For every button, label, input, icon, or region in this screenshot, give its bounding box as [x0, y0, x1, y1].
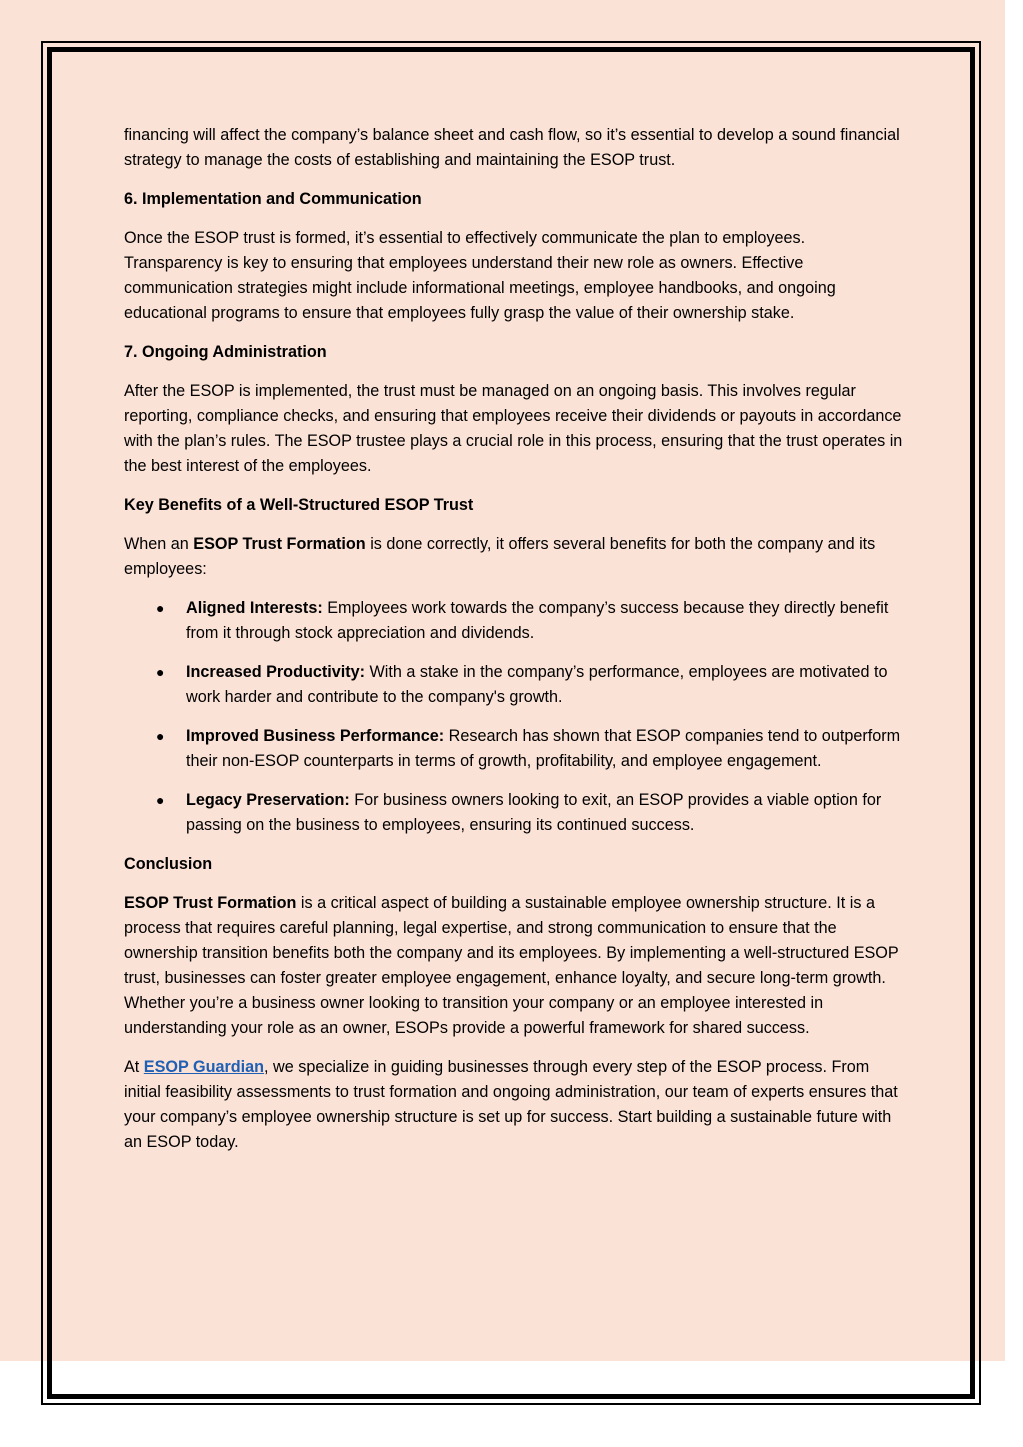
- intro-paragraph: financing will affect the company’s balance sheet and cash flow, so it’s essential to develop a sound financial strategy to manage the costs of establishing and maintaining the ESOP trust.: [124, 126, 900, 169]
- benefits-intro-paragraph: [124, 532, 904, 582]
- benefits-intro-post: is done correctly, it offers several benefits for both the company and its employees:: [124, 535, 876, 578]
- benefit-text: Research has shown that ESOP companies tend to outperform their non-ESOP counterparts in terms of growth, profitability, and employee engagement.: [186, 727, 901, 770]
- benefit-text: With a stake in the company’s performance, employees are motivated to work harder and contribute to the company's growth.: [186, 663, 888, 706]
- benefits-intro-bold: ESOP Trust Formation: [193, 535, 366, 553]
- benefit-item-increased-productivity: [156, 660, 904, 710]
- bullet-icon: ●: [156, 600, 165, 616]
- conclusion-p2-pre: At: [124, 1058, 144, 1076]
- bullet-icon: ●: [156, 728, 165, 744]
- benefits-heading: Key Benefits of a Well-Structured ESOP Trust: [124, 496, 474, 514]
- conclusion-heading: Conclusion: [124, 855, 213, 873]
- section-6-heading: 6. Implementation and Communication: [124, 190, 422, 208]
- benefit-item-legacy-preservation: [156, 788, 904, 838]
- document-body: [124, 123, 904, 1169]
- benefits-list: [124, 596, 904, 838]
- benefit-title: Legacy Preservation:: [186, 791, 350, 809]
- conclusion-paragraph-2: [124, 1055, 904, 1155]
- conclusion-paragraph-1: [124, 891, 904, 1041]
- benefit-item-aligned-interests: [156, 596, 904, 646]
- conclusion-p2-post: , we specialize in guiding businesses through every step of the ESOP process. From initial feasibility assessments to trust formation and ongoing administration, our team of experts ensures that your company’s employee ownership structure is set up for success. Start building a sustainable future with an ESOP today.: [124, 1058, 898, 1151]
- bullet-icon: ●: [156, 792, 165, 808]
- benefit-title: Improved Business Performance:: [186, 727, 445, 745]
- section-6-paragraph: Once the ESOP trust is formed, it’s essential to effectively communicate the plan to employees. Transparency is key to ensuring that employees understand their new role as owners. Effective communication strategies might include informational meetings, employee handbooks, and ongoing educational programs to ensure that employees fully grasp the value of their ownership stake.: [124, 229, 836, 322]
- esop-guardian-link[interactable]: ESOP Guardian: [143, 1058, 265, 1076]
- benefit-title: Aligned Interests:: [186, 599, 323, 617]
- conclusion-bold-term: ESOP Trust Formation: [124, 894, 297, 912]
- benefits-intro-pre: When an: [124, 535, 194, 553]
- section-7-heading: 7. Ongoing Administration: [124, 343, 327, 361]
- conclusion-text: is a critical aspect of building a sustainable employee ownership structure. It is a process that requires careful planning, legal expertise, and strong communication to ensure that the ownership transition benefits both the company and its employees. By implementing a well-structured ESOP trust, businesses can foster greater employee engagement, enhance loyalty, and secure long-term growth. Whether you’re a business owner looking to transition your company or an employee interested in understanding your role as an owner, ESOPs provide a powerful framework for shared success.: [124, 894, 899, 1037]
- benefit-title: Increased Productivity:: [186, 663, 366, 681]
- section-7-paragraph: After the ESOP is implemented, the trust must be managed on an ongoing basis. This involves regular reporting, compliance checks, and ensuring that employees receive their dividends or payouts in accordance with the plan’s rules. The ESOP trustee plays a crucial role in this process, ensuring that the trust operates in the best interest of the employees.: [124, 382, 903, 475]
- bullet-icon: ●: [156, 664, 165, 680]
- benefit-text: For business owners looking to exit, an ESOP provides a viable option for passing on the business to employees, ensuring its continued success.: [186, 791, 882, 834]
- benefit-text: Employees work towards the company’s success because they directly benefit from it through stock appreciation and dividends.: [186, 599, 889, 642]
- benefit-item-improved-business-performance: [156, 724, 904, 774]
